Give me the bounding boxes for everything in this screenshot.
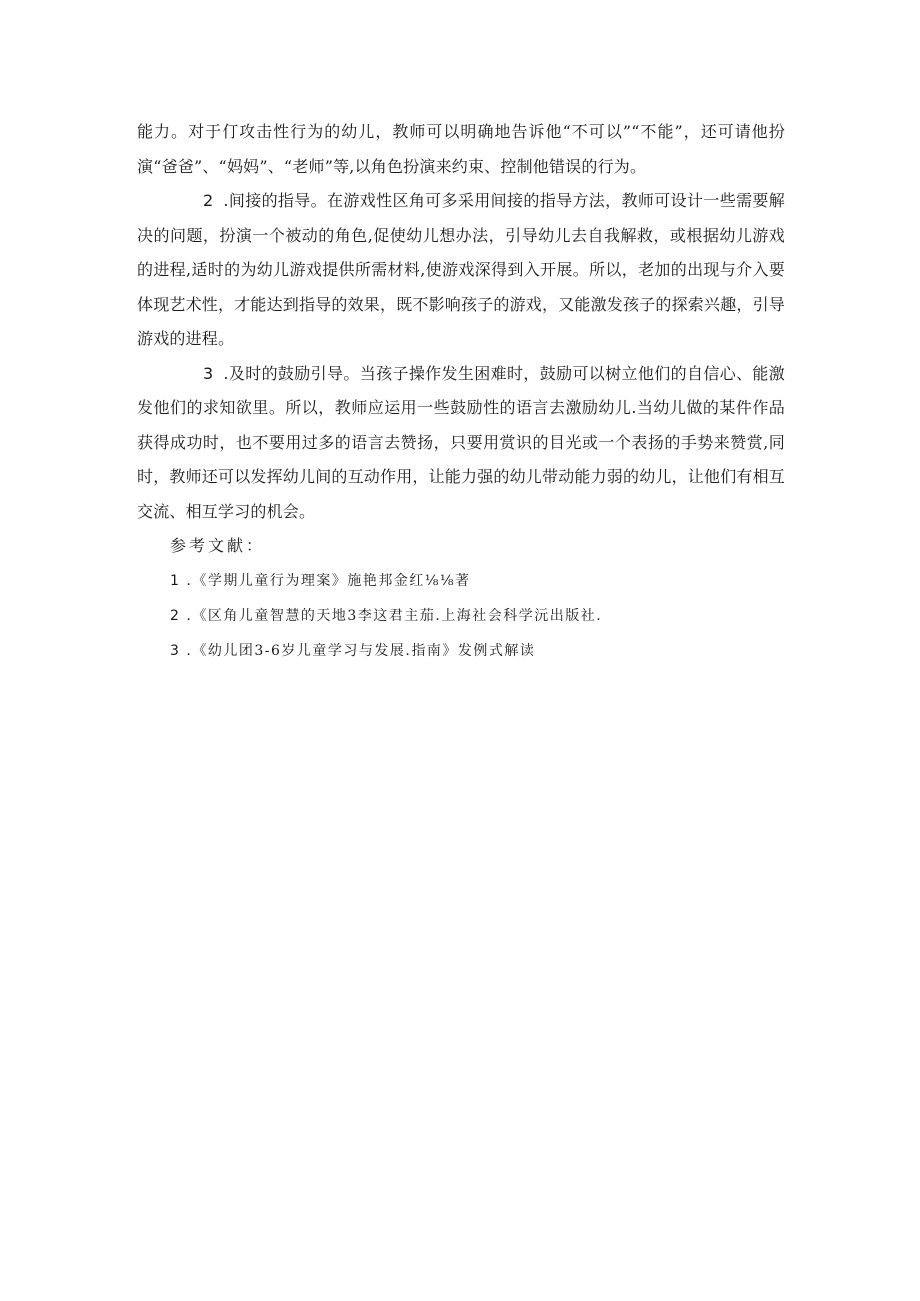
reference-text: .《学期儿童行为理案》施艳邦金红⅛⅛著 <box>186 572 471 589</box>
paragraph-item-3 <box>137 357 785 530</box>
reference-number: 2 <box>170 607 181 624</box>
item-number: 2 <box>203 191 214 210</box>
references-heading: 参考文献： <box>170 536 266 555</box>
reference-item <box>137 634 785 669</box>
reference-item <box>137 564 785 599</box>
reference-number: 3 <box>170 642 181 659</box>
item-number: 3 <box>203 363 214 383</box>
reference-number: 1 <box>170 572 181 589</box>
paragraph-continuation: 能力。对于仃攻击性行为的幼儿，教师可以明确地告诉他“不可以”“不能”，还可请他扮演“爸爸”、“妈妈”、“老师”等,以角色扮演来约束、控制他错误的行为。 <box>137 122 785 176</box>
item-text: .及时的鼓励引导。当孩子操作发生困难时，鼓励可以树立他们的自信心、能激发他们的求知欲里。所以，教师应运用一些鼓励性的语言去激励幼儿.当幼儿做的某件作品获得成功时，也不要用过多的语言去赞扬，只要用赏识的目光或一个表扬的手势来赞赏,同时，教师还可以发挥幼儿间的互动作用，让能力强的幼儿带动能力弱的幼儿，让他们有相互交流、相互学习的机会。 <box>137 363 786 521</box>
paragraph-item-2 <box>137 184 785 357</box>
item-text: .间接的指导。在游戏性区角可多采用间接的指导方法，教师可设计一些需要解决的问题，扮演一个被动的角色,促使幼儿想办法，引导幼儿去自我解救，或根据幼儿游戏的进程,适时的为幼儿游戏提供所需材料,使游戏深得到入开展。所以，老加的出现与介入要体现艺术性，才能达到指导的效果，既不影响孩子的游戏，又能激发孩子的探索兴趣，引导游戏的进程。 <box>137 191 786 348</box>
reference-text: .《幼儿团3-6岁儿童学习与发展.指南》发例式解读 <box>186 642 536 659</box>
document-body <box>137 115 785 669</box>
reference-item <box>137 599 785 634</box>
references-list <box>137 564 785 669</box>
reference-text: .《区角儿童智慧的天地3李这君主茄.上海社会科学沅出版社. <box>186 607 603 624</box>
